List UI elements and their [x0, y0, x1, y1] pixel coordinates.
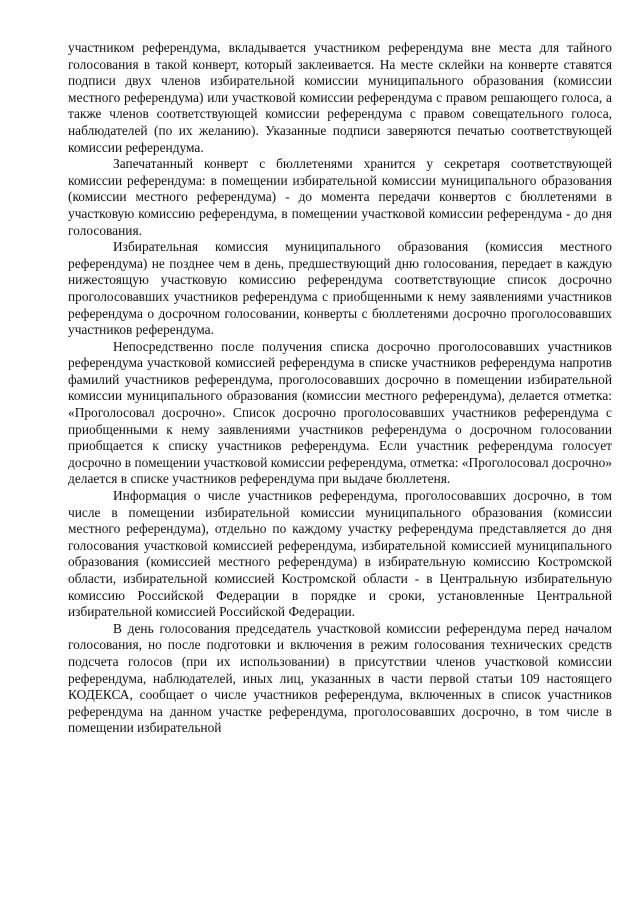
paragraph-list-transfer: Избирательная комиссия муниципального образования (комиссия местного референдума) не позднее чем в день, предшествующий дню голосования, передает в каждую нижестоящую участковую комиссию референдума соответствующие список досрочно проголосовавших участников референдума с приобщенными к нему заявлениями участников референдума о досрочном голосовании, конверты с бюллетенями досрочно проголосовавших участников референдума.	[68, 239, 612, 338]
paragraph-envelope-storage: Запечатанный конверт с бюллетенями хранится у секретаря соответствующей комиссии референдума: в помещении избирательной комиссии муниципального образования (комиссии местного референдума) - до момента передачи конвертов с бюллетенями в участковую комиссию референдума, в помещении участковой комиссии референдума - до дня голосования.	[68, 156, 612, 238]
paragraph-early-vote-mark: Непосредственно после получения списка досрочно проголосовавших участников референдума участковой комиссией референдума в списке участников референдума напротив фамилий участников референдума, проголосовавших досрочно в помещении избирательной комиссии муниципального образования (комиссии местного референдума), делается отметка: «Проголосовал досрочно». Список досрочно проголосовавших участников референдума с приобщенными к нему заявлениями участников референдума о досрочном голосовании приобщается к списку участников референдума. Если участник референдума голосует досрочно в помещении участковой комиссии референдума, отметка: «Проголосовал досрочно» делается в списке участников референдума при выдаче бюллетеня.	[68, 338, 612, 487]
document-page	[68, 40, 612, 737]
paragraph-voting-day: В день голосования председатель участковой комиссии референдума перед началом голосования, но после подготовки и включения в режим голосования технических средств подсчета голосов (при их использовании) в присутствии членов участковой комиссии референдума, наблюдателей, иных лиц, указанных в части первой статьи 109 настоящего КОДЕКСА, сообщает о числе участников референдума, включенных в список участников референдума на данном участке референдума, проголосовавших досрочно, в том числе в помещении избирательной	[68, 620, 612, 736]
paragraph-early-vote-info: Информация о числе участников референдума, проголосовавших досрочно, в том числе в помещении избирательной комиссии муниципального образования (комиссии местного референдума), отдельно по каждому участку референдума представляется до дня голосования участковой комиссией референдума, избирательной комиссией муниципального образования (комиссией местного референдума) в избирательную комиссию Костромской области, избирательной комиссией Костромской области - в Центральную избирательную комиссию Российской Федерации в порядке и сроки, установленные Центральной избирательной комиссией Российской Федерации.	[68, 488, 612, 620]
paragraph-envelope-sealing: участником референдума, вкладывается участником референдума вне места для тайного голосования в такой конверт, который заклеивается. На месте склейки на конверте ставятся подписи двух членов избирательной комиссии муниципального образования (комиссии местного референдума) или участковой комиссии референдума с правом решающего голоса, а также членов соответствующей комиссии референдума с правом совещательного голоса, наблюдателей (по их желанию). Указанные подписи заверяются печатью соответствующей комиссии референдума.	[68, 40, 612, 155]
